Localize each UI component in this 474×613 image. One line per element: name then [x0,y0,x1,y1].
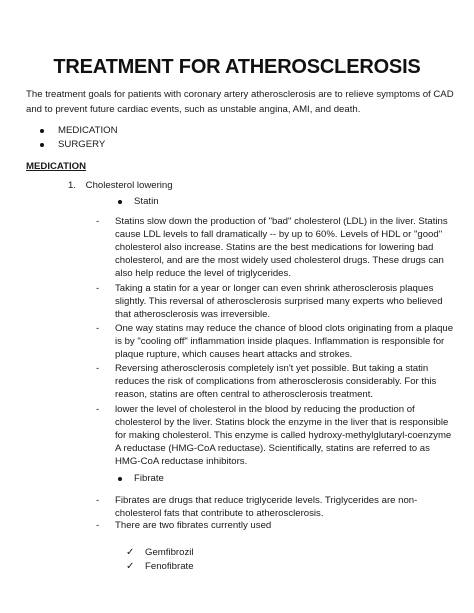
statin-point-text: Statins slow down the production of "bad" cholesterol (LDL) in the liver. Statins cause LDL levels to fall dramatically -- by up to 60%. Levels of HDL or "good" cholesterol also increase. Statins are the best medications for lowering bad cholesterol, and are the most widely used cholesterol drugs. These drugs can also help reduce the level of triglycerides. [115,216,448,279]
fibrate-point [96,495,456,521]
fibrate-label: Fibrate [134,473,164,484]
bullet-icon [40,143,44,147]
fibrate-point [96,520,456,533]
statin-point-text: Reversing atherosclerosis completely isn't yet possible. But taking a statin reduces the risk of complications from atherosclerosis considerably. For this reason, statins are often central to atherosclerosis treatment. [115,363,437,400]
statin-point-text: lower the level of cholesterol in the blood by reducing the production of cholesterol by the liver. Statins block the enzyme in the liver that is responsible for making cholesterol. This enzyme is called hydroxy-methylglutaryl-coenzyme A reductase (HMG-CoA reductase). Scientifically, statins are referred to as HMG-CoA reductase inhibitors. [115,404,452,467]
sub-bullet-fibrate [118,473,164,484]
dash-marker: - [96,323,100,334]
item-number: 1. [68,180,77,191]
intro-paragraph: The treatment goals for patients with coronary artery atherosclerosis are to relieve symptoms of CAD and to prevent future cardiac events, such as unstable angina, AMI, and death. [26,89,454,115]
dash-marker: - [96,216,100,227]
numbered-item [68,180,173,191]
bullet-icon [118,477,122,481]
fibrate-item-fenofibrate [126,561,194,572]
checkmark-icon: ✓ [126,547,135,558]
list-item [40,124,118,138]
treatment-bullet-list [40,124,118,152]
checkmark-icon: ✓ [126,561,135,572]
statin-point [96,283,456,322]
statin-point [96,404,456,469]
dash-marker: - [96,363,100,374]
fibrate-item-gemfibrozil [126,547,194,558]
list-item [40,138,118,152]
fibrate-name: Fenofibrate [145,561,194,572]
statin-point [96,363,456,402]
statin-point-text: One way statins may reduce the chance of blood clots originating from a plaque is by "cooling off" inflammation inside plaques. Inflammation is responsible for plaque rupture, which causes heart attacks and strokes. [115,323,454,360]
section-heading-medication: MEDICATION [26,161,87,172]
statin-label: Statin [134,196,159,207]
sub-bullet-statin [118,196,159,207]
statin-point [96,216,456,281]
dash-marker: - [96,283,100,294]
bullet-label-medication: MEDICATION [58,125,118,136]
dash-marker: - [96,520,100,531]
dash-marker: - [96,495,100,506]
statin-point-text: Taking a statin for a year or longer can even shrink atherosclerosis plaques slightly. This reversal of atherosclerosis surprised many experts who believed that atherosclerosis was irreversible. [115,283,443,320]
item-label: Cholesterol lowering [85,180,173,191]
bullet-icon [118,200,122,204]
statin-point [96,323,456,362]
bullet-label-surgery: SURGERY [58,139,106,150]
dash-marker: - [96,404,100,415]
page-title: TREATMENT FOR ATHEROSCLEROSIS [53,56,421,78]
bullet-icon [40,129,44,133]
fibrate-point-text: There are two fibrates currently used [115,520,272,531]
fibrate-name: Gemfibrozil [145,547,194,558]
fibrate-point-text: Fibrates are drugs that reduce triglyceride levels. Triglycerides are non-cholesterol fats that contribute to atherosclerosis. [115,495,418,519]
